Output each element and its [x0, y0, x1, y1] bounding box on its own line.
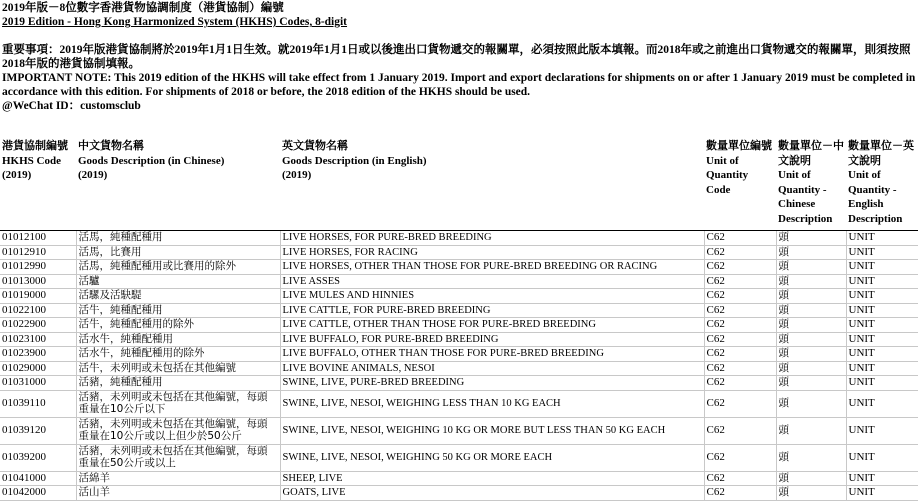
column-header-unit-en-label: 數量單位－英文說明 Unit of Quantity - English Description: [848, 140, 914, 225]
desc-en-cell: LIVE BUFFALO, OTHER THAN THOSE FOR PURE-BRED BREEDING: [280, 347, 704, 362]
unit-en-cell: UNIT: [846, 444, 918, 471]
unit-zh-cell: 頭: [776, 444, 846, 471]
column-header-desc-en: [280, 138, 704, 231]
unit-en-cell: UNIT: [846, 347, 918, 362]
desc-en-cell: LIVE HORSES, FOR PURE-BRED BREEDING: [280, 231, 704, 246]
unit-code-cell: C62: [704, 318, 776, 333]
unit-zh-cell: 頭: [776, 471, 846, 486]
unit-code-cell: C62: [704, 417, 776, 444]
column-header-code-label: 港貨協制編號 HKHS Code (2019): [2, 140, 68, 181]
hkhs-code-cell: 01031000: [0, 376, 76, 391]
notice-english: IMPORTANT NOTE: This 2019 edition of the HKHS will take effect from 1 January 2019. Import and export declarations for shipments on or after 1 January 2019 must be completed in accordance with this edition. For shipments of 2018 or before, the 2018 edition of the HKHS should be used.: [2, 72, 916, 98]
desc-en-cell: SWINE, LIVE, NESOI, WEIGHING 50 KG OR MORE EACH: [280, 444, 704, 471]
unit-code-cell: C62: [704, 332, 776, 347]
desc-zh-cell: 活馬，純種配種用: [76, 231, 280, 246]
unit-code-cell: C62: [704, 390, 776, 417]
hkhs-code-cell: 01023100: [0, 332, 76, 347]
title-chinese: 2019年版－8位數字香港貨物協調制度（港貨協制）編號: [2, 2, 284, 14]
unit-code-cell: C62: [704, 260, 776, 275]
table-row: [0, 444, 918, 471]
desc-zh-cell: 活山羊: [76, 486, 280, 501]
unit-zh-cell: 頭: [776, 274, 846, 289]
table-body: [0, 231, 918, 501]
hkhs-code-cell: 01041000: [0, 471, 76, 486]
unit-code-cell: C62: [704, 245, 776, 260]
unit-en-cell: UNIT: [846, 231, 918, 246]
table-row: [0, 303, 918, 318]
desc-zh-cell: 活豬，未列明或未包括在其他編號，每頭重量在10公斤以下: [76, 390, 280, 417]
hkhs-code-cell: 01022100: [0, 303, 76, 318]
desc-en-cell: LIVE BUFFALO, FOR PURE-BRED BREEDING: [280, 332, 704, 347]
unit-zh-cell: 頭: [776, 486, 846, 501]
table-row: [0, 231, 918, 246]
table-row: [0, 417, 918, 444]
unit-code-cell: C62: [704, 289, 776, 304]
unit-en-cell: UNIT: [846, 260, 918, 275]
desc-zh-cell: 活綿羊: [76, 471, 280, 486]
table-row: [0, 260, 918, 275]
desc-zh-cell: 活驢: [76, 274, 280, 289]
document-header: [2, 1, 916, 113]
table-header: [0, 138, 918, 231]
hkhs-code-cell: 01029000: [0, 361, 76, 376]
hkhs-code-cell: 01039120: [0, 417, 76, 444]
column-header-unit-code-label: 數量單位編號 Unit of Quantity Code: [706, 140, 772, 196]
table-row: [0, 376, 918, 391]
column-header-unit-en: [846, 138, 918, 231]
unit-en-cell: UNIT: [846, 376, 918, 391]
desc-zh-cell: 活豬，純種配種用: [76, 376, 280, 391]
unit-en-cell: UNIT: [846, 471, 918, 486]
unit-en-cell: UNIT: [846, 245, 918, 260]
unit-zh-cell: 頭: [776, 347, 846, 362]
unit-zh-cell: 頭: [776, 332, 846, 347]
unit-code-cell: C62: [704, 231, 776, 246]
hkhs-code-cell: 01019000: [0, 289, 76, 304]
table-row: [0, 245, 918, 260]
desc-zh-cell: 活馬，比賽用: [76, 245, 280, 260]
unit-en-cell: UNIT: [846, 274, 918, 289]
unit-code-cell: C62: [704, 486, 776, 501]
unit-en-cell: UNIT: [846, 417, 918, 444]
desc-en-cell: SWINE, LIVE, PURE-BRED BREEDING: [280, 376, 704, 391]
unit-en-cell: UNIT: [846, 303, 918, 318]
unit-en-cell: UNIT: [846, 486, 918, 501]
desc-en-cell: LIVE HORSES, OTHER THAN THOSE FOR PURE-BRED BREEDING OR RACING: [280, 260, 704, 275]
table-row: [0, 289, 918, 304]
table-row: [0, 471, 918, 486]
desc-zh-cell: 活牛，純種配種用的除外: [76, 318, 280, 333]
desc-en-cell: GOATS, LIVE: [280, 486, 704, 501]
unit-zh-cell: 頭: [776, 417, 846, 444]
table-row: [0, 361, 918, 376]
unit-zh-cell: 頭: [776, 361, 846, 376]
desc-en-cell: LIVE MULES AND HINNIES: [280, 289, 704, 304]
desc-zh-cell: 活騾及活駃騠: [76, 289, 280, 304]
desc-zh-cell: 活水牛，純種配種用: [76, 332, 280, 347]
table-row: [0, 332, 918, 347]
table-row: [0, 347, 918, 362]
unit-zh-cell: 頭: [776, 260, 846, 275]
column-header-unit-code: [704, 138, 776, 231]
unit-code-cell: C62: [704, 303, 776, 318]
unit-en-cell: UNIT: [846, 361, 918, 376]
unit-zh-cell: 頭: [776, 245, 846, 260]
hkhs-code-cell: 01013000: [0, 274, 76, 289]
hkhs-code-cell: 01039200: [0, 444, 76, 471]
unit-code-cell: C62: [704, 274, 776, 289]
unit-code-cell: C62: [704, 444, 776, 471]
title-english: 2019 Edition - Hong Kong Harmonized System (HKHS) Codes, 8-digit: [2, 16, 348, 28]
desc-en-cell: LIVE CATTLE, OTHER THAN THOSE FOR PURE-BRED BREEDING: [280, 318, 704, 333]
unit-zh-cell: 頭: [776, 376, 846, 391]
unit-code-cell: C62: [704, 361, 776, 376]
desc-en-cell: SWINE, LIVE, NESOI, WEIGHING LESS THAN 10 KG EACH: [280, 390, 704, 417]
notice-chinese: 重要事項：2019年版港貨協制將於2019年1月1日生效。就2019年1月1日或以後進出口貨物遞交的報關單，必須按照此版本填報。而2018年或之前進出口貨物遞交的報關單，則須按照2018年版的港貨協制填報。: [2, 44, 911, 70]
column-header-code: [0, 138, 76, 231]
wechat-id: @WeChat ID：customsclub: [2, 100, 141, 112]
column-header-unit-zh: [776, 138, 846, 231]
unit-code-cell: C62: [704, 347, 776, 362]
unit-en-cell: UNIT: [846, 390, 918, 417]
unit-code-cell: C62: [704, 471, 776, 486]
unit-en-cell: UNIT: [846, 289, 918, 304]
column-header-desc-zh-label: 中文貨物名稱 Goods Description (in Chinese) (2019): [78, 140, 225, 181]
desc-en-cell: LIVE ASSES: [280, 274, 704, 289]
hkhs-code-cell: 01042000: [0, 486, 76, 501]
unit-zh-cell: 頭: [776, 318, 846, 333]
desc-en-cell: LIVE BOVINE ANIMALS, NESOI: [280, 361, 704, 376]
desc-en-cell: LIVE HORSES, FOR RACING: [280, 245, 704, 260]
table-row: [0, 274, 918, 289]
unit-zh-cell: 頭: [776, 303, 846, 318]
hkhs-code-cell: 01039110: [0, 390, 76, 417]
column-header-unit-zh-label: 數量單位－中文說明 Unit of Quantity - Chinese Description: [778, 140, 844, 225]
hkhs-code-table: [0, 138, 918, 501]
unit-zh-cell: 頭: [776, 390, 846, 417]
column-header-desc-zh: [76, 138, 280, 231]
desc-en-cell: SWINE, LIVE, NESOI, WEIGHING 10 KG OR MORE BUT LESS THAN 50 KG EACH: [280, 417, 704, 444]
unit-zh-cell: 頭: [776, 289, 846, 304]
desc-en-cell: SHEEP, LIVE: [280, 471, 704, 486]
unit-en-cell: UNIT: [846, 332, 918, 347]
desc-zh-cell: 活馬，純種配種用或比賽用的除外: [76, 260, 280, 275]
desc-zh-cell: 活豬，未列明或未包括在其他編號，每頭重量在10公斤或以上但少於50公斤: [76, 417, 280, 444]
unit-code-cell: C62: [704, 376, 776, 391]
unit-en-cell: UNIT: [846, 318, 918, 333]
table-row: [0, 318, 918, 333]
hkhs-code-cell: 01023900: [0, 347, 76, 362]
hkhs-code-cell: 01012910: [0, 245, 76, 260]
desc-zh-cell: 活水牛，純種配種用的除外: [76, 347, 280, 362]
hkhs-code-cell: 01012100: [0, 231, 76, 246]
desc-en-cell: LIVE CATTLE, FOR PURE-BRED BREEDING: [280, 303, 704, 318]
desc-zh-cell: 活牛，純種配種用: [76, 303, 280, 318]
hkhs-code-cell: 01022900: [0, 318, 76, 333]
desc-zh-cell: 活豬，未列明或未包括在其他編號，每頭重量在50公斤或以上: [76, 444, 280, 471]
desc-zh-cell: 活牛，未列明或未包括在其他編號: [76, 361, 280, 376]
hkhs-code-cell: 01012990: [0, 260, 76, 275]
table-row: [0, 390, 918, 417]
table-row: [0, 486, 918, 501]
column-header-desc-en-label: 英文貨物名稱 Goods Description (in English) (2019): [282, 140, 427, 181]
unit-zh-cell: 頭: [776, 231, 846, 246]
